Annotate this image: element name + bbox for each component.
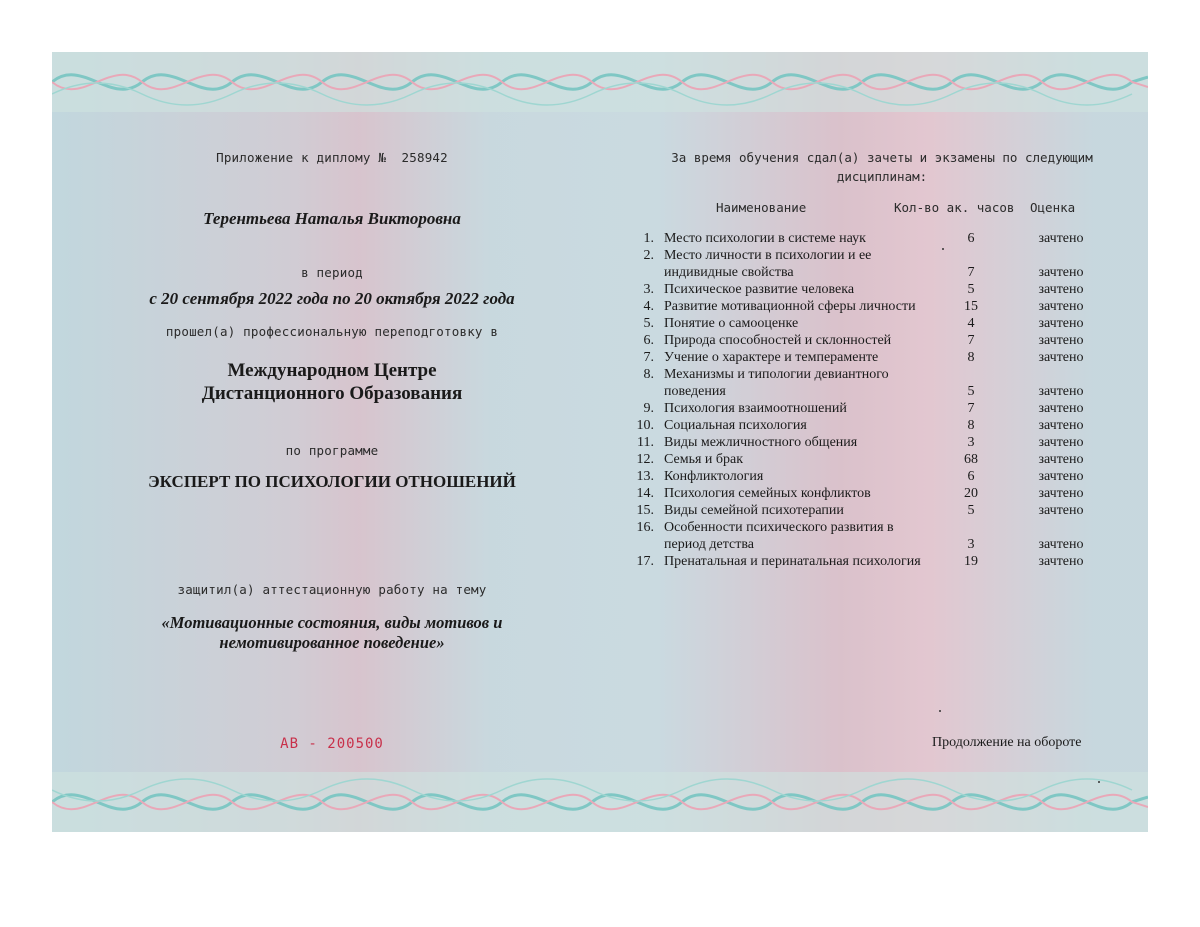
table-row	[622, 502, 1106, 519]
subject-hours: 6	[967, 469, 975, 484]
subject-hours: 5	[967, 384, 975, 399]
subject-hours: 6	[967, 231, 975, 246]
subject-grade: зачтено	[1038, 554, 1084, 569]
thesis-line-1: «Мотивационные состояния, виды мотивов и	[161, 613, 503, 632]
subject-name: Учение о характере и темпераменте	[664, 350, 879, 365]
program-name: ЭКСПЕРТ ПО ПСИХОЛОГИИ ОТНОШЕНИЙ	[148, 472, 516, 491]
ink-dot	[1098, 781, 1100, 783]
subject-grade: зачтено	[1038, 486, 1084, 501]
subjects-heading-line-1: За время обучения сдал(а) зачеты и экзамены по следующим	[671, 150, 1093, 165]
table-row	[622, 298, 1106, 315]
subject-hours: 7	[967, 265, 975, 280]
subject-number: 8.	[643, 367, 654, 382]
subject-grade: зачтено	[1038, 316, 1084, 331]
subject-hours: 3	[967, 537, 975, 552]
subject-hours: 20	[964, 486, 978, 501]
column-header-name: Наименование	[716, 200, 807, 215]
column-header-hours: Кол-во ак. часов	[894, 200, 1015, 215]
appendix-line	[92, 150, 572, 165]
table-row	[622, 230, 1106, 247]
subject-number: 17.	[636, 554, 654, 569]
subject-number: 4.	[643, 299, 654, 314]
subject-name: Понятие о самооценке	[664, 316, 799, 331]
subject-number: 9.	[643, 401, 654, 416]
subject-grade: зачтено	[1038, 231, 1084, 246]
subject-number: 6.	[643, 333, 654, 348]
ink-dot	[942, 248, 944, 250]
subject-hours: 8	[967, 418, 975, 433]
subject-hours: 4	[967, 316, 975, 331]
thesis-line-2: немотивированное поведение»	[219, 633, 445, 652]
subject-grade: зачтено	[1038, 384, 1084, 399]
subject-name: Механизмы и типологии девиантного поведения	[664, 367, 889, 399]
subject-number: 5.	[643, 316, 654, 331]
subject-hours: 5	[967, 503, 975, 518]
organization-line-1: Международном Центре	[227, 360, 437, 381]
table-row	[622, 468, 1106, 485]
subject-number: 12.	[636, 452, 654, 467]
full-name: Терентьева Наталья Викторовна	[203, 209, 461, 228]
subject-name: Особенности психического развития в период детства	[664, 520, 894, 552]
table-row	[622, 519, 1106, 553]
subject-grade: зачтено	[1038, 350, 1084, 365]
subject-hours: 68	[964, 452, 978, 467]
subjects-table	[622, 230, 1106, 570]
subject-number: 1.	[643, 231, 654, 246]
subject-grade: зачтено	[1038, 469, 1084, 484]
subject-grade: зачтено	[1038, 265, 1084, 280]
subjects-heading-line-2: дисциплинам:	[836, 169, 928, 184]
subject-grade: зачтено	[1038, 333, 1084, 348]
program-label: по программе	[285, 443, 379, 458]
subject-grade: зачтено	[1038, 282, 1084, 297]
subjects-heading	[632, 148, 1132, 186]
table-row	[622, 400, 1106, 417]
subject-grade: зачтено	[1038, 503, 1084, 518]
table-row	[622, 332, 1106, 349]
continuation-note: Продолжение на обороте	[932, 735, 1082, 750]
period-label: в период	[301, 265, 363, 280]
table-row	[622, 315, 1106, 332]
table-row	[622, 417, 1106, 434]
subject-number: 3.	[643, 282, 654, 297]
table-row	[622, 485, 1106, 502]
organization-line-2: Дистанционного Образования	[201, 383, 463, 404]
subject-grade: зачтено	[1038, 299, 1084, 314]
subject-name: Пренатальная и перинатальная психология	[664, 554, 921, 569]
diploma-appendix-sheet	[52, 52, 1148, 832]
study-period: с 20 сентября 2022 года по 20 октября 2022 года	[149, 289, 515, 308]
subject-number: 16.	[636, 520, 654, 535]
subject-hours: 19	[964, 554, 978, 569]
organization-name	[92, 359, 572, 405]
appendix-label: Приложение к диплому №	[216, 150, 387, 165]
subject-name: Психология взаимоотношений	[664, 401, 847, 416]
subject-number: 10.	[636, 418, 654, 433]
subject-hours: 7	[967, 401, 975, 416]
subject-grade: зачтено	[1038, 452, 1084, 467]
subject-name: Конфликтология	[664, 469, 764, 484]
subject-hours: 7	[967, 333, 975, 348]
right-page	[612, 52, 1148, 832]
table-row	[622, 553, 1106, 570]
subject-name: Социальная психология	[664, 418, 807, 433]
serial-number: АВ - 200500	[280, 736, 384, 752]
subject-grade: зачтено	[1038, 537, 1084, 552]
subject-number: 2.	[643, 248, 654, 263]
thesis-topic	[92, 613, 572, 653]
subject-number: 7.	[643, 350, 654, 365]
subject-number: 13.	[636, 469, 654, 484]
thesis-label: защитил(а) аттестационную работу на тему	[177, 582, 487, 597]
training-label: прошел(а) профессиональную переподготовку в	[165, 324, 499, 339]
subject-number: 11.	[637, 435, 654, 450]
subject-name: Место психологии в системе наук	[664, 231, 866, 246]
subject-hours: 5	[967, 282, 975, 297]
subject-name: Психическое развитие человека	[664, 282, 855, 297]
subject-grade: зачтено	[1038, 435, 1084, 450]
table-row	[622, 434, 1106, 451]
diploma-number: 258942	[401, 150, 448, 165]
subject-name: Психология семейных конфликтов	[664, 486, 871, 501]
table-row	[622, 281, 1106, 298]
subject-hours: 3	[967, 435, 975, 450]
column-header-grade: Оценка	[1030, 200, 1076, 215]
subject-name: Развитие мотивационной сферы личности	[664, 299, 916, 314]
subject-grade: зачтено	[1038, 418, 1084, 433]
subject-name: Природа способностей и склонностей	[664, 333, 892, 348]
subject-name: Виды межличностного общения	[664, 435, 858, 450]
subject-grade: зачтено	[1038, 401, 1084, 416]
table-row	[622, 247, 1106, 281]
subject-name: Виды семейной психотерапии	[664, 503, 844, 518]
subject-number: 14.	[636, 486, 654, 501]
ink-dot	[939, 710, 941, 712]
left-page	[52, 52, 612, 832]
subject-number: 15.	[636, 503, 654, 518]
table-row	[622, 349, 1106, 366]
subject-name: Семья и брак	[664, 452, 744, 467]
subject-hours: 8	[967, 350, 975, 365]
table-row	[622, 366, 1106, 400]
subject-name: Место личности в психологии и ее индивидные свойства	[664, 248, 872, 280]
subject-hours: 15	[964, 299, 978, 314]
table-row	[622, 451, 1106, 468]
